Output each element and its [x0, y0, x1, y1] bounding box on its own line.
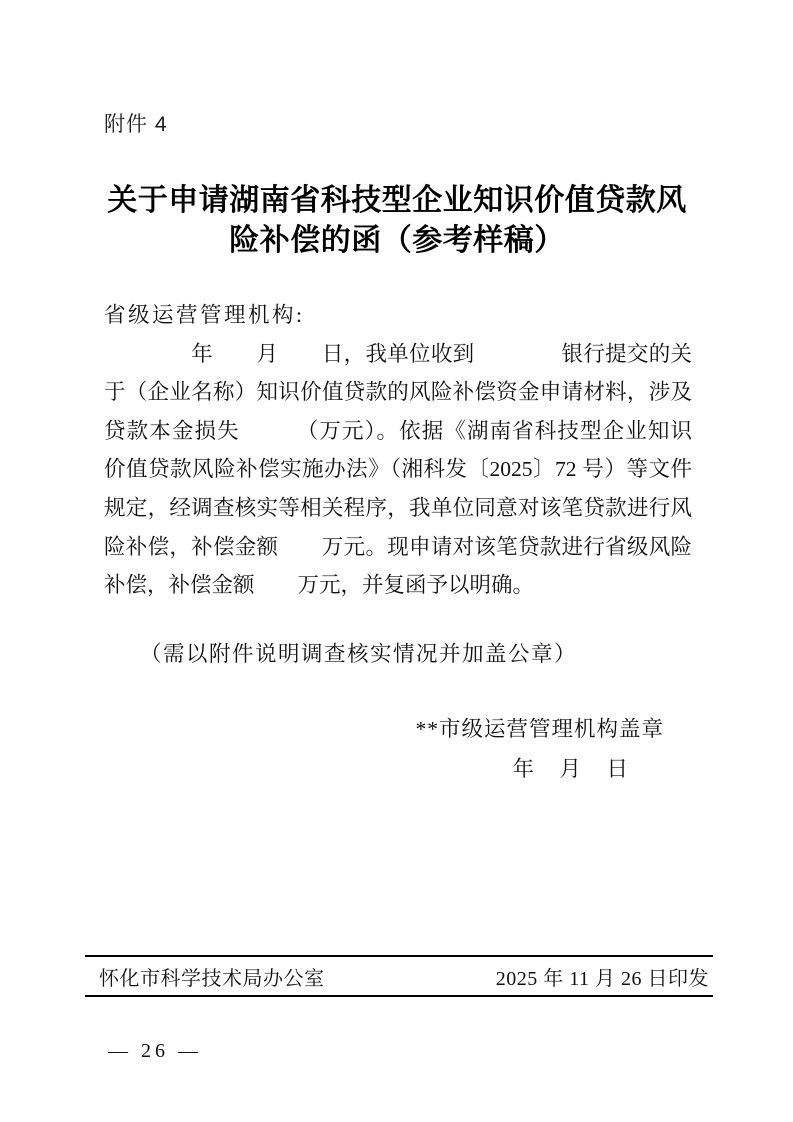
document-title: [100, 181, 694, 261]
salutation: 省级运营管理机构:: [104, 303, 305, 327]
attachment-label: 附件 4: [104, 113, 168, 136]
document-title-line2: 险补偿的函（参考样稿）: [229, 224, 565, 257]
letter-body: [104, 296, 692, 605]
body-line: 年 月 日，我单位收到 银行提交的关: [104, 341, 692, 366]
footer: [85, 962, 713, 991]
body-line: 规定，经调查核实等相关程序，我单位同意对该笔贷款进行风: [104, 495, 692, 520]
footer-rule-top: [85, 955, 713, 957]
footer-issuer: 怀化市科学技术局办公室: [99, 968, 325, 990]
page-number: — 26 —: [108, 1040, 202, 1062]
footer-print-date: 2025 年 11 月 26 日印发: [495, 968, 709, 990]
document-title-line1: 关于申请湖南省科技型企业知识价值贷款风: [107, 184, 687, 217]
seal-instruction-note: （需以附件说明调查核实情况并加盖公章）: [140, 642, 578, 666]
body-line: 价值贷款风险补偿实施办法》（湘科发〔2025〕72 号）等文件: [104, 457, 692, 482]
body-line: 险补偿，补偿金额 万元。现申请对该笔贷款进行省级风险: [104, 534, 692, 559]
body-line: 于（企业名称）知识价值贷款的风险补偿资金申请材料，涉及: [104, 380, 692, 405]
footer-rule-bottom: [85, 995, 713, 997]
body-line: 补偿，补偿金额 万元，并复函予以明确。: [104, 573, 535, 598]
signature-block: [104, 709, 692, 789]
body-line: 贷款本金损失 （万元）。依据《湖南省科技型企业知识: [104, 418, 692, 443]
signature-date-line: 年 月 日: [512, 757, 630, 781]
signature-organization: **市级运营管理机构盖章: [415, 717, 664, 741]
